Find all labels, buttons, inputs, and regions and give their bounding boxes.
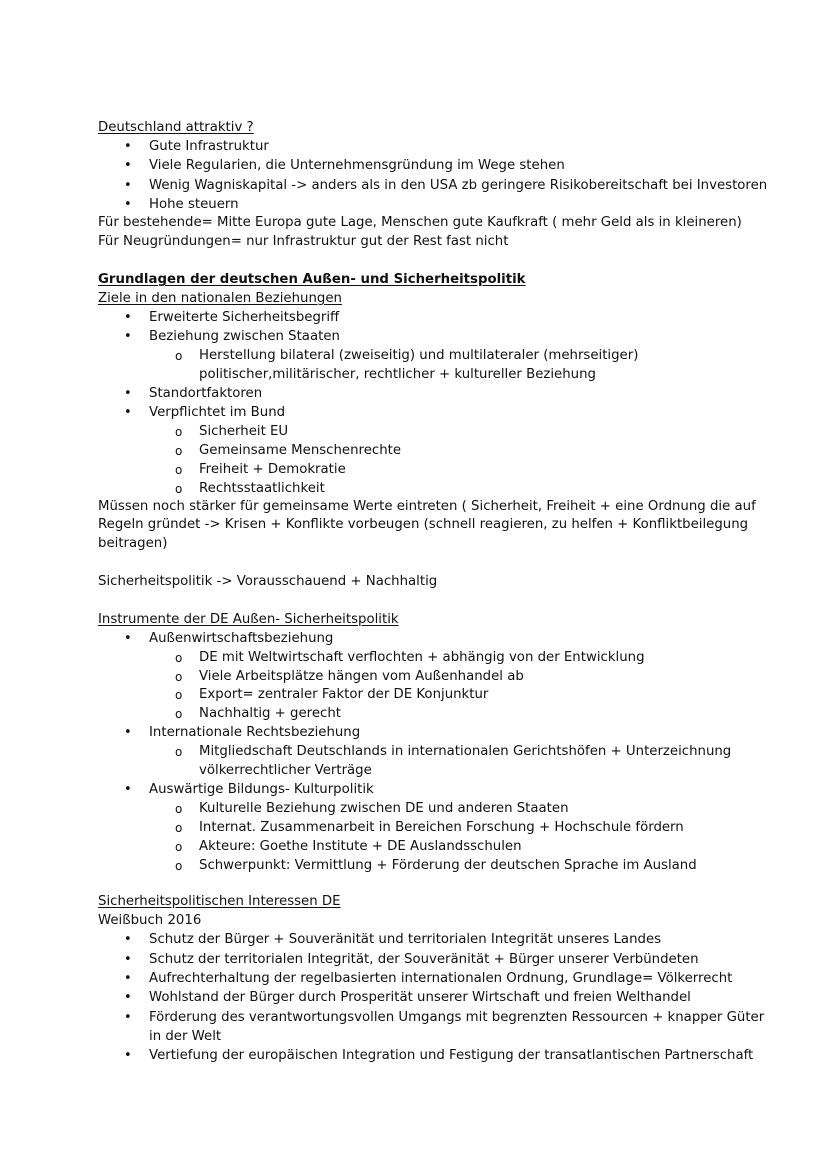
bullet-marker: • xyxy=(124,386,132,401)
list-item: Hohe steuern xyxy=(149,197,239,212)
sub-list-item: Schwerpunkt: Vermittlung + Förderung der deutschen Sprache im Ausland xyxy=(199,858,697,873)
list-item: Gute Infrastruktur xyxy=(149,139,269,154)
heading-interessen: Sicherheitspolitischen Interessen DE xyxy=(98,894,341,909)
paragraph-line: beitragen) xyxy=(98,536,168,551)
sub-list-item: Akteure: Goethe Institute + DE Auslandsschulen xyxy=(199,839,522,854)
sub-list-item: Herstellung bilateral (zweiseitig) und multilateraler (mehrseitiger) xyxy=(199,348,639,363)
paragraph-line: Müssen noch stärker für gemeinsame Werte eintreten ( Sicherheit, Freiheit + eine Ordnung die auf xyxy=(98,499,756,514)
bullet-marker: • xyxy=(124,197,132,212)
sub-bullet-marker: o xyxy=(175,651,183,665)
list-item: Verpflichtet im Bund xyxy=(149,405,286,420)
sub-bullet-marker: o xyxy=(175,707,183,721)
note-line: Sicherheitspolitik -> Vorausschauend + Nachhaltig xyxy=(98,574,438,589)
list-item: Auswärtige Bildungs- Kulturpolitik xyxy=(149,782,374,797)
sub-list-item: Viele Arbeitsplätze hängen vom Außenhandel ab xyxy=(199,669,524,684)
list-item: Beziehung zwischen Staaten xyxy=(149,329,340,344)
list-item: Viele Regularien, die Unternehmensgründung im Wege stehen xyxy=(149,158,565,173)
bullet-marker: • xyxy=(124,178,132,193)
list-item: Erweiterte Sicherheitsbegriff xyxy=(149,310,340,325)
bullet-marker: • xyxy=(124,725,132,740)
sub-list-item: Export= zentraler Faktor der DE Konjunktur xyxy=(199,687,489,702)
bullet-marker: • xyxy=(124,405,132,420)
bullet-marker: • xyxy=(124,310,132,325)
bullet-marker: • xyxy=(124,1048,132,1063)
sub-list-item: Mitgliedschaft Deutschlands in internationalen Gerichtshöfen + Unterzeichnung xyxy=(199,744,732,759)
list-item: Wenig Wagniskapital -> anders als in den USA zb geringere Risikobereitschaft bei Investoren xyxy=(149,178,768,193)
sub-bullet-marker: o xyxy=(175,802,183,816)
sub-bullet-marker: o xyxy=(175,444,183,458)
sub-list-item: Rechtsstaatlichkeit xyxy=(199,481,325,496)
list-item: Schutz der territorialen Integrität, der Souveränität + Bürger unserer Verbündeten xyxy=(149,952,699,967)
list-item: Internationale Rechtsbeziehung xyxy=(149,725,361,740)
heading-grundlagen: Grundlagen der deutschen Außen- und Sicherheitspolitik xyxy=(98,272,526,287)
sub-bullet-marker: o xyxy=(175,670,183,684)
sub-list-item: Internat. Zusammenarbeit in Bereichen Forschung + Hochschule fördern xyxy=(199,820,684,835)
sub-bullet-marker: o xyxy=(175,859,183,873)
list-item-continued: in der Welt xyxy=(149,1029,222,1044)
list-item: Wohlstand der Bürger durch Prosperität unserer Wirtschaft und freien Welthandel xyxy=(149,990,691,1005)
bullet-marker: • xyxy=(124,932,132,947)
text-line: Für bestehende= Mitte Europa gute Lage, Menschen gute Kaufkraft ( mehr Geld als in kleineren) xyxy=(98,215,742,230)
sub-list-item-continued: völkerrechtlicher Verträge xyxy=(199,763,372,778)
sub-list-item: DE mit Weltwirtschaft verflochten + abhängig von der Entwicklung xyxy=(199,650,645,665)
sub-list-item: Nachhaltig + gerecht xyxy=(199,706,341,721)
heading-instrumente: Instrumente der DE Außen- Sicherheitspolitik xyxy=(98,612,399,627)
sub-bullet-marker: o xyxy=(175,425,183,439)
list-item: Aufrechterhaltung der regelbasierten internationalen Ordnung, Grundlage= Völkerrecht xyxy=(149,971,733,986)
bullet-marker: • xyxy=(124,631,132,646)
paragraph-line: Regeln gründet -> Krisen + Konflikte vorbeugen (schnell reagieren, zu helfen + Konfliktbeilegung xyxy=(98,517,749,532)
sub-bullet-marker: o xyxy=(175,840,183,854)
bullet-marker: • xyxy=(124,158,132,173)
list-item: Außenwirtschaftsbeziehung xyxy=(149,631,334,646)
sub-bullet-marker: o xyxy=(175,463,183,477)
list-item: Vertiefung der europäischen Integration und Festigung der transatlantischen Partnerschaft xyxy=(149,1048,754,1063)
text-line: Für Neugründungen= nur Infrastruktur gut der Rest fast nicht xyxy=(98,234,509,249)
subheading-weissbuch: Weißbuch 2016 xyxy=(98,913,202,928)
sub-list-item: Sicherheit EU xyxy=(199,424,289,439)
sub-list-item: Gemeinsame Menschenrechte xyxy=(199,443,402,458)
list-item: Standortfaktoren xyxy=(149,386,263,401)
sub-bullet-marker: o xyxy=(175,688,183,702)
sub-list-item-continued: politischer,militärischer, rechtlicher + kultureller Beziehung xyxy=(199,367,596,382)
sub-list-item: Freiheit + Demokratie xyxy=(199,462,346,477)
sub-bullet-marker: o xyxy=(175,745,183,759)
sub-bullet-marker: o xyxy=(175,482,183,496)
bullet-marker: • xyxy=(124,1010,132,1025)
bullet-marker: • xyxy=(124,952,132,967)
bullet-marker: • xyxy=(124,971,132,986)
sub-list-item: Kulturelle Beziehung zwischen DE und anderen Staaten xyxy=(199,801,569,816)
bullet-marker: • xyxy=(124,329,132,344)
list-item: Förderung des verantwortungsvollen Umgangs mit begrenzten Ressourcen + knapper Güter xyxy=(149,1010,765,1025)
sub-bullet-marker: o xyxy=(175,821,183,835)
heading-deutschland-attraktiv: Deutschland attraktiv ? xyxy=(98,120,254,135)
bullet-marker: • xyxy=(124,782,132,797)
list-item: Schutz der Bürger + Souveränität und territorialen Integrität unseres Landes xyxy=(149,932,662,947)
sub-bullet-marker: o xyxy=(175,349,183,363)
bullet-marker: • xyxy=(124,990,132,1005)
subheading-ziele: Ziele in den nationalen Beziehungen xyxy=(98,291,342,306)
bullet-marker: • xyxy=(124,139,132,154)
